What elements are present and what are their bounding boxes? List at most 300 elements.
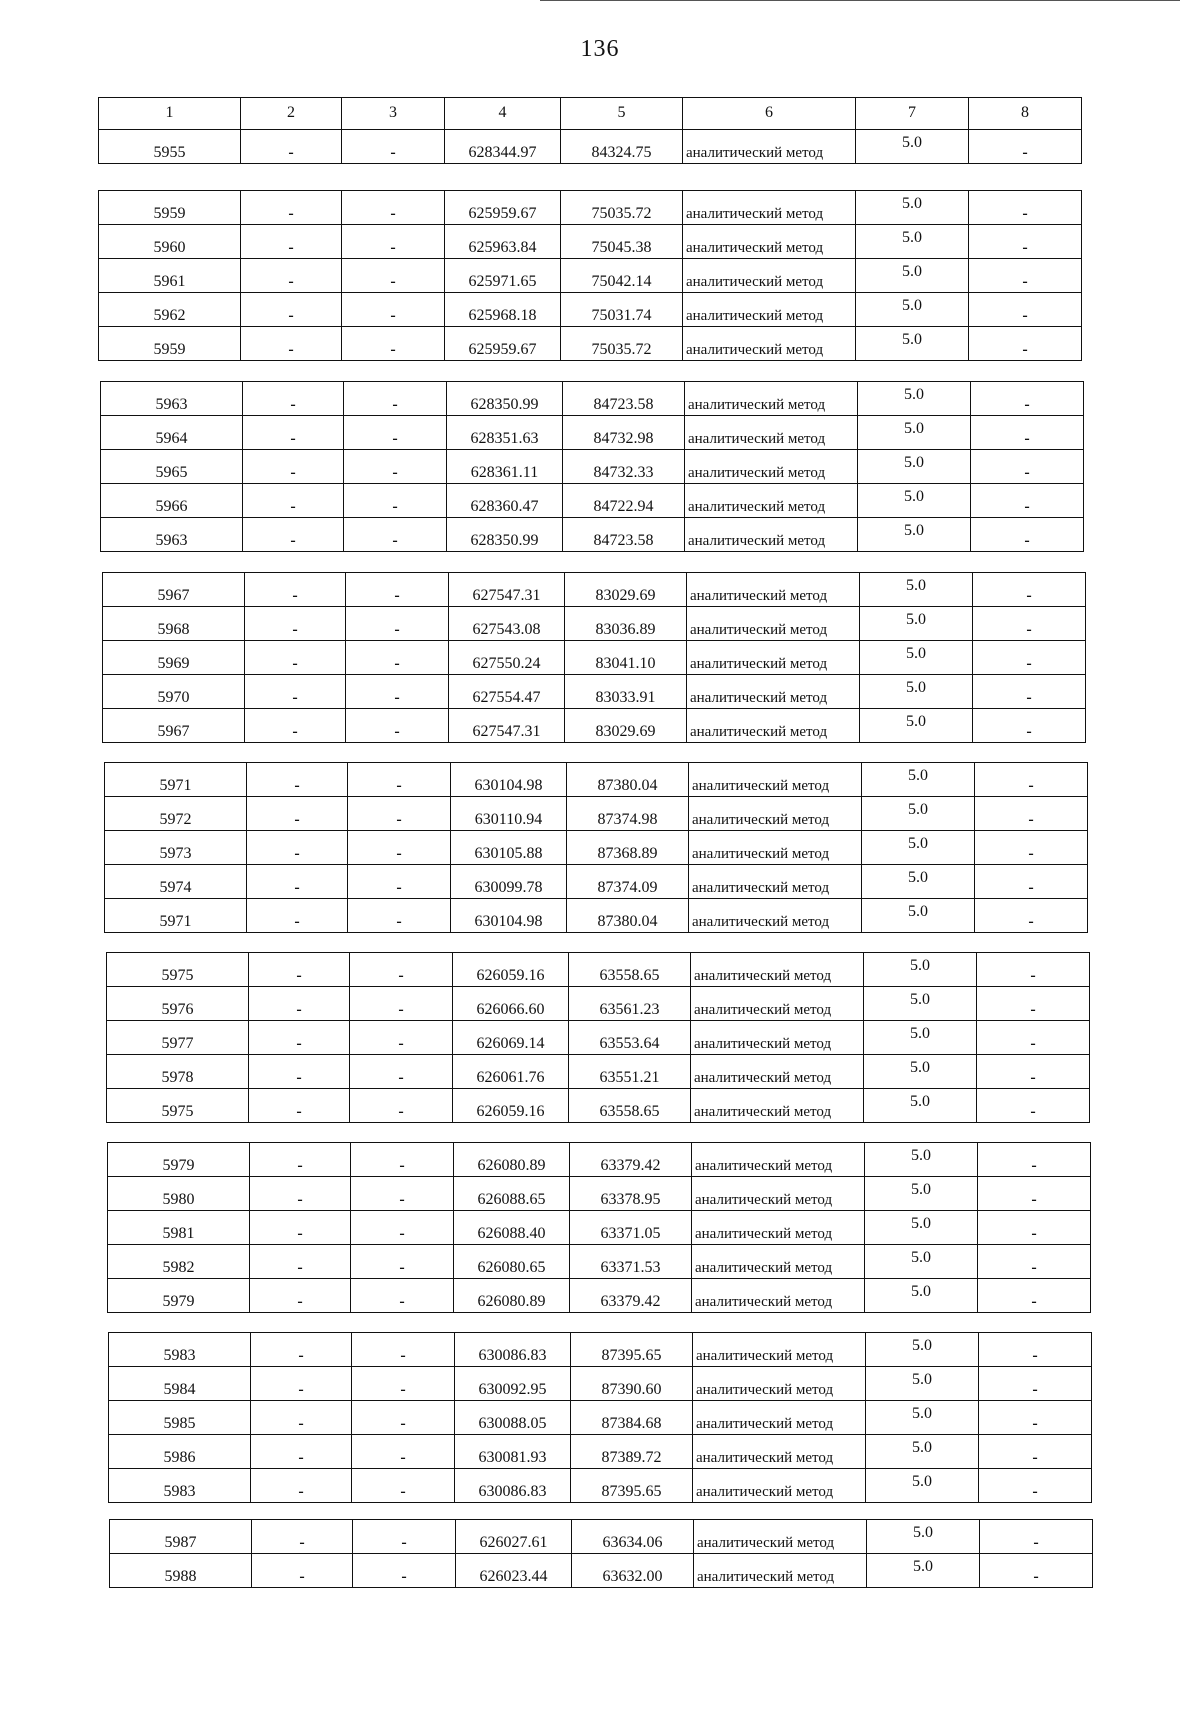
coord-y-cell: 87384.68	[571, 1401, 693, 1435]
col-8-cell: -	[977, 987, 1090, 1021]
col-2-cell: -	[241, 130, 342, 164]
col-8-cell: -	[975, 831, 1088, 865]
col-2-cell: -	[251, 1333, 352, 1367]
col-3-cell: -	[342, 327, 445, 361]
col-2-cell: -	[247, 763, 348, 797]
col-2-cell: -	[249, 1055, 350, 1089]
point-number-cell: 5959	[99, 191, 241, 225]
table-row	[108, 1211, 1091, 1245]
point-number-cell: 5968	[103, 607, 245, 641]
coord-x-cell: 626066.60	[453, 987, 569, 1021]
coord-x-cell: 625963.84	[445, 225, 561, 259]
col-2-cell: -	[245, 709, 346, 743]
accuracy-cell: 5.0	[865, 1177, 978, 1211]
accuracy-cell: 5.0	[856, 327, 969, 361]
coord-x-cell: 628351.63	[447, 416, 563, 450]
method-cell: аналитический метод	[692, 1177, 865, 1211]
accuracy-cell: 5.0	[866, 1469, 979, 1503]
table-row	[105, 797, 1088, 831]
table-row	[103, 641, 1086, 675]
coord-y-cell: 75035.72	[561, 191, 683, 225]
table-row	[108, 1279, 1091, 1313]
coord-x-cell: 625959.67	[445, 191, 561, 225]
coord-y-cell: 87380.04	[567, 763, 689, 797]
table-row	[105, 865, 1088, 899]
col-2-cell: -	[250, 1177, 351, 1211]
col-2-cell: -	[251, 1469, 352, 1503]
table-row	[101, 484, 1084, 518]
col-2-cell: -	[251, 1435, 352, 1469]
header-cell-2: 2	[241, 98, 342, 130]
accuracy-cell: 5.0	[867, 1554, 980, 1588]
coord-y-cell: 75045.38	[561, 225, 683, 259]
coord-x-cell: 630081.93	[455, 1435, 571, 1469]
accuracy-cell: 5.0	[858, 382, 971, 416]
coord-y-cell: 63379.42	[570, 1279, 692, 1313]
col-8-cell: -	[977, 1021, 1090, 1055]
coord-x-cell: 625971.65	[445, 259, 561, 293]
coord-y-cell: 63561.23	[569, 987, 691, 1021]
coord-y-cell: 63558.65	[569, 953, 691, 987]
coord-x-cell: 627543.08	[449, 607, 565, 641]
col-3-cell: -	[351, 1211, 454, 1245]
point-number-cell: 5967	[103, 573, 245, 607]
method-cell: аналитический метод	[691, 1055, 864, 1089]
point-number-cell: 5961	[99, 259, 241, 293]
col-3-cell: -	[344, 416, 447, 450]
coord-y-cell: 84723.58	[563, 518, 685, 552]
point-number-cell: 5962	[99, 293, 241, 327]
coord-y-cell: 87380.04	[567, 899, 689, 933]
scan-top-edge-line	[540, 0, 1180, 1]
accuracy-cell: 5.0	[860, 709, 973, 743]
coord-x-cell: 630105.88	[451, 831, 567, 865]
col-2-cell: -	[252, 1554, 353, 1588]
header-cell-3: 3	[342, 98, 445, 130]
coord-y-cell: 83036.89	[565, 607, 687, 641]
coord-x-cell: 626059.16	[453, 1089, 569, 1123]
table-row	[105, 763, 1088, 797]
col-8-cell: -	[978, 1143, 1091, 1177]
accuracy-cell: 5.0	[866, 1367, 979, 1401]
col-2-cell: -	[251, 1367, 352, 1401]
col-3-cell: -	[342, 225, 445, 259]
coord-y-cell: 63379.42	[570, 1143, 692, 1177]
table-row	[105, 899, 1088, 933]
coord-y-cell: 87389.72	[571, 1435, 693, 1469]
col-3-cell: -	[350, 1055, 453, 1089]
col-8-cell: -	[973, 607, 1086, 641]
col-8-cell: -	[979, 1333, 1092, 1367]
method-cell: аналитический метод	[692, 1245, 865, 1279]
coord-y-cell: 75035.72	[561, 327, 683, 361]
col-8-cell: -	[969, 225, 1082, 259]
col-2-cell: -	[241, 293, 342, 327]
point-number-cell: 5967	[103, 709, 245, 743]
accuracy-cell: 5.0	[865, 1143, 978, 1177]
method-cell: аналитический метод	[689, 763, 862, 797]
col-8-cell: -	[979, 1435, 1092, 1469]
coord-y-cell: 63634.06	[572, 1520, 694, 1554]
point-number-cell: 5979	[108, 1279, 250, 1313]
accuracy-cell: 5.0	[865, 1211, 978, 1245]
coord-x-cell: 630088.05	[455, 1401, 571, 1435]
table-row	[108, 1245, 1091, 1279]
point-number-cell: 5983	[109, 1469, 251, 1503]
accuracy-cell: 5.0	[856, 293, 969, 327]
col-2-cell: -	[241, 259, 342, 293]
col-8-cell: -	[971, 450, 1084, 484]
col-3-cell: -	[346, 641, 449, 675]
table-row	[108, 1143, 1091, 1177]
col-8-cell: -	[969, 327, 1082, 361]
point-number-cell: 5985	[109, 1401, 251, 1435]
col-3-cell: -	[348, 899, 451, 933]
table-row	[109, 1401, 1092, 1435]
coord-x-cell: 626027.61	[456, 1520, 572, 1554]
coord-y-cell: 63558.65	[569, 1089, 691, 1123]
coord-x-cell: 626061.76	[453, 1055, 569, 1089]
method-cell: аналитический метод	[693, 1469, 866, 1503]
col-2-cell: -	[249, 987, 350, 1021]
col-3-cell: -	[344, 450, 447, 484]
method-cell: аналитический метод	[687, 709, 860, 743]
table-row	[103, 675, 1086, 709]
accuracy-cell: 5.0	[864, 1089, 977, 1123]
accuracy-cell: 5.0	[856, 259, 969, 293]
method-cell: аналитический метод	[693, 1401, 866, 1435]
table-row	[99, 225, 1082, 259]
col-3-cell: -	[348, 865, 451, 899]
coord-x-cell: 627550.24	[449, 641, 565, 675]
point-number-cell: 5975	[107, 953, 249, 987]
table-row	[107, 1021, 1090, 1055]
col-2-cell: -	[252, 1520, 353, 1554]
accuracy-cell: 5.0	[864, 953, 977, 987]
coord-y-cell: 83029.69	[565, 709, 687, 743]
method-cell: аналитический метод	[693, 1367, 866, 1401]
table-block	[104, 762, 1088, 933]
table-row	[99, 327, 1082, 361]
accuracy-cell: 5.0	[860, 675, 973, 709]
accuracy-cell: 5.0	[866, 1401, 979, 1435]
accuracy-cell: 5.0	[858, 484, 971, 518]
coord-x-cell: 628350.99	[447, 518, 563, 552]
accuracy-cell: 5.0	[862, 899, 975, 933]
table-row	[99, 130, 1082, 164]
accuracy-cell: 5.0	[866, 1333, 979, 1367]
method-cell: аналитический метод	[692, 1143, 865, 1177]
col-3-cell: -	[352, 1469, 455, 1503]
header-cell-6: 6	[683, 98, 856, 130]
coord-x-cell: 628361.11	[447, 450, 563, 484]
table-row	[109, 1333, 1092, 1367]
coord-y-cell: 83029.69	[565, 573, 687, 607]
point-number-cell: 5986	[109, 1435, 251, 1469]
method-cell: аналитический метод	[683, 225, 856, 259]
col-8-cell: -	[973, 709, 1086, 743]
col-8-cell: -	[975, 797, 1088, 831]
table-row	[109, 1469, 1092, 1503]
point-number-cell: 5977	[107, 1021, 249, 1055]
table-row	[103, 607, 1086, 641]
table-block	[109, 1519, 1093, 1588]
table-row	[110, 1554, 1093, 1588]
coord-y-cell: 63632.00	[572, 1554, 694, 1588]
method-cell: аналитический метод	[687, 607, 860, 641]
col-8-cell: -	[975, 763, 1088, 797]
point-number-cell: 5987	[110, 1520, 252, 1554]
table-row	[109, 1367, 1092, 1401]
col-8-cell: -	[978, 1279, 1091, 1313]
col-3-cell: -	[344, 382, 447, 416]
point-number-cell: 5966	[101, 484, 243, 518]
accuracy-cell: 5.0	[862, 763, 975, 797]
coord-y-cell: 63371.53	[570, 1245, 692, 1279]
col-3-cell: -	[344, 518, 447, 552]
coord-x-cell: 630110.94	[451, 797, 567, 831]
coord-x-cell: 626080.65	[454, 1245, 570, 1279]
point-number-cell: 5971	[105, 763, 247, 797]
coord-x-cell: 627547.31	[449, 573, 565, 607]
table-row	[99, 259, 1082, 293]
col-3-cell: -	[353, 1520, 456, 1554]
point-number-cell: 5983	[109, 1333, 251, 1367]
coord-x-cell: 630104.98	[451, 763, 567, 797]
col-2-cell: -	[250, 1245, 351, 1279]
accuracy-cell: 5.0	[862, 831, 975, 865]
method-cell: аналитический метод	[692, 1279, 865, 1313]
col-3-cell: -	[346, 709, 449, 743]
coord-x-cell: 626069.14	[453, 1021, 569, 1055]
col-3-cell: -	[351, 1177, 454, 1211]
col-8-cell: -	[975, 899, 1088, 933]
table-block	[100, 381, 1084, 552]
col-3-cell: -	[342, 191, 445, 225]
point-number-cell: 5981	[108, 1211, 250, 1245]
col-2-cell: -	[243, 450, 344, 484]
col-3-cell: -	[342, 130, 445, 164]
table-block	[108, 1332, 1092, 1503]
table-block-with-header	[98, 97, 1082, 164]
method-cell: аналитический метод	[683, 191, 856, 225]
coord-y-cell: 84732.98	[563, 416, 685, 450]
col-8-cell: -	[973, 675, 1086, 709]
coord-x-cell: 627547.31	[449, 709, 565, 743]
col-3-cell: -	[351, 1143, 454, 1177]
accuracy-cell: 5.0	[860, 607, 973, 641]
method-cell: аналитический метод	[693, 1435, 866, 1469]
accuracy-cell: 5.0	[865, 1279, 978, 1313]
coord-x-cell: 630092.95	[455, 1367, 571, 1401]
col-2-cell: -	[249, 1089, 350, 1123]
col-2-cell: -	[249, 953, 350, 987]
col-2-cell: -	[245, 641, 346, 675]
table-block	[102, 572, 1086, 743]
col-8-cell: -	[969, 259, 1082, 293]
col-8-cell: -	[977, 1089, 1090, 1123]
coord-y-cell: 63551.21	[569, 1055, 691, 1089]
coord-y-cell: 87368.89	[567, 831, 689, 865]
coord-x-cell: 628360.47	[447, 484, 563, 518]
coord-y-cell: 87374.98	[567, 797, 689, 831]
accuracy-cell: 5.0	[867, 1520, 980, 1554]
coord-x-cell: 626023.44	[456, 1554, 572, 1588]
coord-x-cell: 630086.83	[455, 1333, 571, 1367]
col-8-cell: -	[979, 1401, 1092, 1435]
table-row	[108, 1177, 1091, 1211]
col-8-cell: -	[969, 191, 1082, 225]
col-3-cell: -	[346, 573, 449, 607]
col-3-cell: -	[352, 1333, 455, 1367]
col-2-cell: -	[241, 191, 342, 225]
accuracy-cell: 5.0	[864, 987, 977, 1021]
table-row	[105, 831, 1088, 865]
point-number-cell: 5982	[108, 1245, 250, 1279]
table-row	[101, 450, 1084, 484]
method-cell: аналитический метод	[689, 865, 862, 899]
method-cell: аналитический метод	[689, 831, 862, 865]
coord-y-cell: 87390.60	[571, 1367, 693, 1401]
point-number-cell: 5964	[101, 416, 243, 450]
coord-x-cell: 628344.97	[445, 130, 561, 164]
method-cell: аналитический метод	[685, 518, 858, 552]
col-2-cell: -	[250, 1211, 351, 1245]
method-cell: аналитический метод	[687, 675, 860, 709]
coord-y-cell: 87395.65	[571, 1469, 693, 1503]
col-2-cell: -	[247, 865, 348, 899]
method-cell: аналитический метод	[685, 484, 858, 518]
col-3-cell: -	[352, 1367, 455, 1401]
col-8-cell: -	[980, 1554, 1093, 1588]
coord-x-cell: 626088.65	[454, 1177, 570, 1211]
coord-y-cell: 83033.91	[565, 675, 687, 709]
point-number-cell: 5969	[103, 641, 245, 675]
col-2-cell: -	[243, 484, 344, 518]
coord-x-cell: 626080.89	[454, 1279, 570, 1313]
table-row	[110, 1520, 1093, 1554]
col-2-cell: -	[245, 675, 346, 709]
col-3-cell: -	[348, 797, 451, 831]
col-2-cell: -	[249, 1021, 350, 1055]
col-8-cell: -	[979, 1469, 1092, 1503]
coord-x-cell: 630086.83	[455, 1469, 571, 1503]
col-2-cell: -	[241, 225, 342, 259]
col-3-cell: -	[342, 293, 445, 327]
point-number-cell: 5972	[105, 797, 247, 831]
table-row	[101, 382, 1084, 416]
method-cell: аналитический метод	[683, 293, 856, 327]
table-row	[101, 416, 1084, 450]
col-2-cell: -	[247, 831, 348, 865]
method-cell: аналитический метод	[685, 416, 858, 450]
col-2-cell: -	[250, 1279, 351, 1313]
accuracy-cell: 5.0	[864, 1021, 977, 1055]
method-cell: аналитический метод	[694, 1520, 867, 1554]
coord-x-cell: 625968.18	[445, 293, 561, 327]
col-3-cell: -	[350, 953, 453, 987]
point-number-cell: 5974	[105, 865, 247, 899]
point-number-cell: 5984	[109, 1367, 251, 1401]
coord-y-cell: 84722.94	[563, 484, 685, 518]
method-cell: аналитический метод	[691, 953, 864, 987]
coord-x-cell: 628350.99	[447, 382, 563, 416]
point-number-cell: 5960	[99, 225, 241, 259]
method-cell: аналитический метод	[683, 259, 856, 293]
header-row	[99, 98, 1082, 130]
col-3-cell: -	[352, 1401, 455, 1435]
col-8-cell: -	[973, 641, 1086, 675]
col-2-cell: -	[245, 573, 346, 607]
col-3-cell: -	[353, 1554, 456, 1588]
table-row	[103, 709, 1086, 743]
col-3-cell: -	[351, 1279, 454, 1313]
accuracy-cell: 5.0	[856, 225, 969, 259]
table-row	[107, 987, 1090, 1021]
col-2-cell: -	[241, 327, 342, 361]
method-cell: аналитический метод	[691, 1089, 864, 1123]
table-row	[107, 1089, 1090, 1123]
table-block	[98, 190, 1082, 361]
accuracy-cell: 5.0	[858, 518, 971, 552]
accuracy-cell: 5.0	[862, 865, 975, 899]
header-cell-8: 8	[969, 98, 1082, 130]
method-cell: аналитический метод	[685, 450, 858, 484]
col-2-cell: -	[250, 1143, 351, 1177]
accuracy-cell: 5.0	[858, 416, 971, 450]
coord-x-cell: 630099.78	[451, 865, 567, 899]
table-row	[107, 953, 1090, 987]
point-number-cell: 5978	[107, 1055, 249, 1089]
point-number-cell: 5979	[108, 1143, 250, 1177]
col-2-cell: -	[247, 899, 348, 933]
coord-x-cell: 626059.16	[453, 953, 569, 987]
coord-y-cell: 84723.58	[563, 382, 685, 416]
method-cell: аналитический метод	[694, 1554, 867, 1588]
method-cell: аналитический метод	[689, 899, 862, 933]
accuracy-cell: 5.0	[862, 797, 975, 831]
point-number-cell: 5980	[108, 1177, 250, 1211]
accuracy-cell: 5.0	[866, 1435, 979, 1469]
table-row	[101, 518, 1084, 552]
coord-y-cell: 83041.10	[565, 641, 687, 675]
col-8-cell: -	[980, 1520, 1093, 1554]
point-number-cell: 5973	[105, 831, 247, 865]
header-cell-5: 5	[561, 98, 683, 130]
accuracy-cell: 5.0	[860, 641, 973, 675]
coord-y-cell: 87395.65	[571, 1333, 693, 1367]
method-cell: аналитический метод	[689, 797, 862, 831]
col-3-cell: -	[350, 987, 453, 1021]
accuracy-cell: 5.0	[864, 1055, 977, 1089]
method-cell: аналитический метод	[693, 1333, 866, 1367]
accuracy-cell: 5.0	[856, 191, 969, 225]
col-8-cell: -	[978, 1177, 1091, 1211]
col-3-cell: -	[351, 1245, 454, 1279]
point-number-cell: 5955	[99, 130, 241, 164]
method-cell: аналитический метод	[687, 573, 860, 607]
point-number-cell: 5975	[107, 1089, 249, 1123]
table-block	[106, 952, 1090, 1123]
coord-y-cell: 84324.75	[561, 130, 683, 164]
method-cell: аналитический метод	[685, 382, 858, 416]
coord-x-cell: 626080.89	[454, 1143, 570, 1177]
col-8-cell: -	[971, 484, 1084, 518]
col-3-cell: -	[350, 1021, 453, 1055]
table-row	[103, 573, 1086, 607]
col-8-cell: -	[979, 1367, 1092, 1401]
method-cell: аналитический метод	[687, 641, 860, 675]
